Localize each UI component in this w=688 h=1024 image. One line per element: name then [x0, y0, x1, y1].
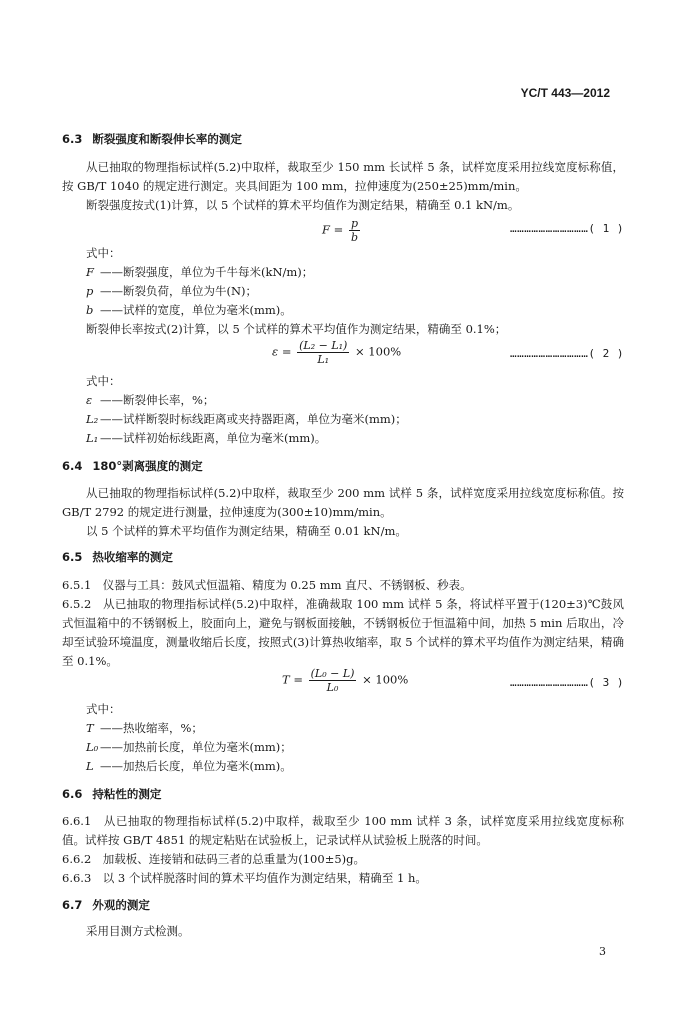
formula-lhs: T =	[282, 672, 303, 687]
fraction	[297, 339, 349, 366]
formula-tail: × 100%	[355, 344, 402, 359]
definition	[86, 301, 292, 320]
paragraph: 采用目测方式检测。	[86, 924, 190, 938]
definition	[86, 410, 407, 429]
fraction-denominator: L₁	[317, 353, 330, 366]
definition-symbol: L₂	[86, 412, 99, 426]
definition-text: ——试样的宽度，单位为毫米(mm)。	[100, 303, 292, 317]
paragraph: 以 5 个试样的算术平均值作为测定结果，精确至 0.01 kN/m。	[86, 524, 407, 538]
where-label: 式中：	[86, 246, 121, 260]
definition-text: ——试样断裂时标线距离或夹持器距离，单位为毫米(mm)；	[100, 412, 407, 426]
section-title: 热收缩率的测定	[92, 550, 173, 564]
equation-number: ……………………………( 3 )	[510, 676, 624, 689]
definition-symbol: F	[86, 265, 94, 279]
formula-lhs: ε =	[272, 344, 292, 359]
fraction-denominator: b	[350, 231, 358, 244]
equation-number: ……………………………( 2 )	[510, 347, 624, 360]
definition	[86, 391, 214, 410]
definition-text: ——加热后长度，单位为毫米(mm)。	[100, 759, 292, 773]
definition-symbol: L₀	[86, 740, 99, 754]
section-number: 6.4	[62, 459, 83, 473]
definition-symbol: b	[86, 303, 94, 317]
section-heading-6-3	[62, 131, 242, 147]
where-label: 式中：	[86, 702, 121, 716]
standard-code: YC/T 443—2012	[520, 86, 610, 100]
section-title: 持粘性的测定	[92, 787, 162, 801]
paragraph: 断裂伸长率按式(2)计算，以 5 个试样的算术平均值作为测定结果，精确至 0.1%；	[86, 322, 507, 336]
definition	[86, 429, 326, 448]
section-number: 6.7	[62, 898, 83, 912]
fraction	[349, 217, 360, 244]
definition-text: ——热收缩率，%；	[100, 721, 203, 735]
section-number: 6.5	[62, 550, 83, 564]
definition-symbol: ε	[86, 393, 93, 407]
definition-text: ——试样初始标线距离，单位为毫米(mm)。	[100, 431, 327, 445]
definition-symbol: p	[86, 284, 94, 298]
formula-3	[282, 667, 408, 694]
definition-text: ——断裂强度，单位为千牛每米(kN/m)；	[100, 265, 314, 279]
definition	[86, 719, 203, 738]
formula-tail: × 100%	[362, 672, 409, 687]
section-number: 6.6	[62, 787, 83, 801]
definition-symbol: T	[86, 721, 94, 735]
definition-symbol: L	[86, 759, 94, 773]
page-number: 3	[599, 945, 606, 958]
clause-6-5-1: 6.5.1 仪器与工具：鼓风式恒温箱、精度为 0.25 mm 直尺、不锈钢板、秒表。	[62, 578, 472, 592]
fraction-numerator: p	[350, 217, 358, 230]
definition-text: ——加热前长度，单位为毫米(mm)；	[100, 740, 292, 754]
section-number: 6.3	[62, 132, 83, 146]
definition-symbol: L₁	[86, 431, 99, 445]
definition	[86, 282, 257, 301]
paragraph: 从已抽取的物理指标试样(5.2)中取样，裁取至少 200 mm 试样 5 条，试样宽度采用拉线宽度标称值。按 GB/T 2792 的规定进行测量，拉伸速度为(300±10)mm/min。	[62, 486, 624, 519]
definition-text: ——断裂负荷，单位为牛(N)；	[100, 284, 258, 298]
equation-number: ……………………………( 1 )	[510, 222, 624, 235]
definition	[86, 263, 313, 282]
fraction-numerator: (L₂ − L₁)	[299, 339, 348, 352]
fraction	[309, 667, 357, 694]
paragraph: 断裂强度按式(1)计算，以 5 个试样的算术平均值作为测定结果，精确至 0.1 kN/m。	[86, 198, 520, 212]
section-heading-6-7	[62, 897, 150, 913]
section-heading-6-6	[62, 786, 161, 802]
clause-6-5-2: 6.5.2 从已抽取的物理指标试样(5.2)中取样，准确裁取 100 mm 试样 5 条，将试样平置于(120±3)℃鼓风式恒温箱中的不锈钢板上，胶面向上，避免与钢板面接触，不锈钢板位于恒温箱中间，加热 5 min 后取出，冷却至试验环境温度，测量收缩后长度，按照式(3)计算热收缩率，取 5 个试样的算术平均值作为测定结果，精确至 0.1%。	[62, 597, 624, 668]
clause-6-6-2: 6.6.2 加载板、连接销和砝码三者的总重量为(100±5)g。	[62, 852, 365, 866]
definition	[86, 738, 292, 757]
formula-lhs: F =	[322, 222, 344, 237]
formula-2	[272, 339, 401, 366]
section-heading-6-4	[62, 458, 203, 474]
clause-6-6-1: 6.6.1 从已抽取的物理指标试样(5.2)中取样，裁取至少 100 mm 试样 3 条，试样宽度采用拉线宽度标称值。试样按 GB/T 4851 的规定粘贴在试验板上，记录试样从试验板上脱落的时间。	[62, 814, 624, 847]
section-title: 180°剥离强度的测定	[92, 459, 203, 473]
definition-text: ——断裂伸长率，%；	[100, 393, 215, 407]
fraction-denominator: L₀	[326, 681, 339, 694]
section-title: 外观的测定	[92, 898, 150, 912]
clause-6-6-3: 6.6.3 以 3 个试样脱落时间的算术平均值作为测定结果，精确至 1 h。	[62, 871, 427, 885]
definition	[86, 757, 292, 776]
section-heading-6-5	[62, 549, 173, 565]
section-title: 断裂强度和断裂伸长率的测定	[92, 132, 242, 146]
paragraph: 从已抽取的物理指标试样(5.2)中取样，裁取至少 150 mm 长试样 5 条，试样宽度采用拉线宽度标称值，按 GB/T 1040 的规定进行测定。夹具间距为 100 mm，拉伸速度为(250±25)mm/min。	[62, 160, 624, 193]
formula-1	[322, 217, 362, 244]
where-label: 式中：	[86, 374, 121, 388]
fraction-numerator: (L₀ − L)	[310, 667, 355, 680]
